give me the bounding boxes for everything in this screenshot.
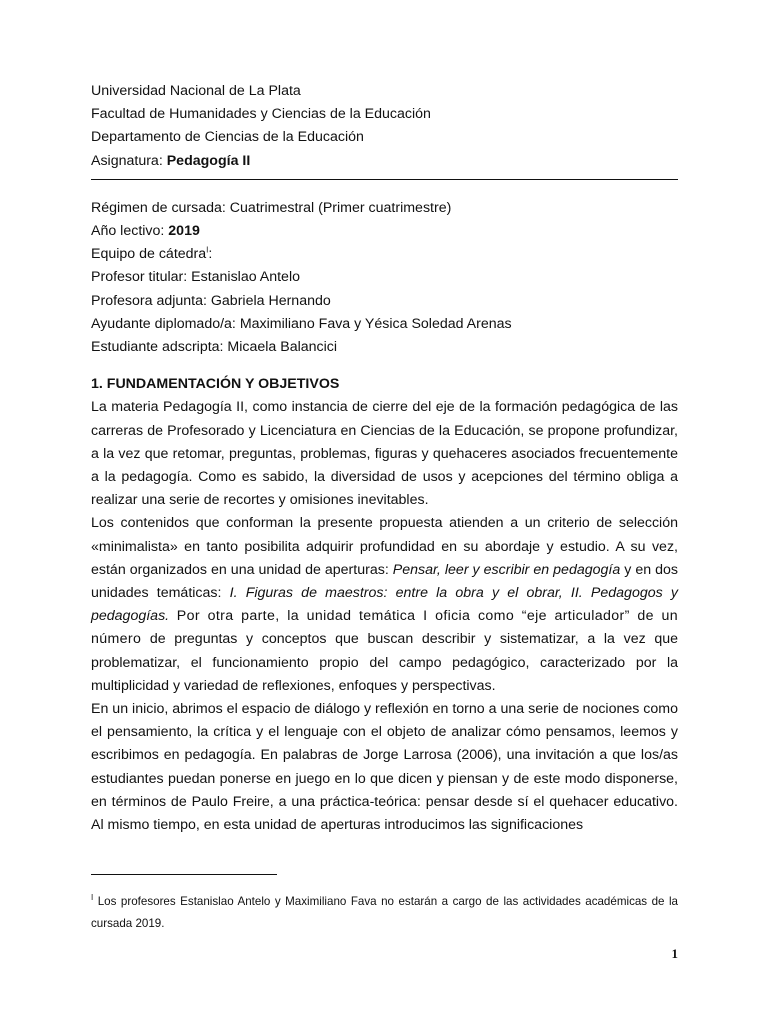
subject-line	[91, 150, 678, 173]
team-label: Equipo de cátedra	[91, 246, 207, 263]
ayudante-line: Ayudante diplomado/a: Maximiliano Fava y Yésica Soledad Arenas	[91, 315, 512, 332]
team-line	[91, 243, 678, 266]
department-name: Departamento de Ciencias de la Educación	[91, 129, 364, 146]
footnote-mark: I	[91, 893, 94, 903]
year-value: 2019	[168, 223, 200, 240]
titular-line: Profesor titular: Estanislao Antelo	[91, 269, 300, 286]
paragraph-1: La materia Pedagogía II, como instancia de cierre del eje de la formación pedagógica de las carreras de Profesorado y Licenciatura en Ciencias de la Educación, se propone profundizar, a la vez que retomar, preguntas, problemas, figuras y quehaceres asociados frecuentemente a la pedagogía. Como es sabido, la diversidad de usos y acepciones del término obliga a realizar una serie de recortes y omisiones inevitables.	[91, 399, 678, 509]
paragraph-3: En un inicio, abrimos el espacio de diálogo y reflexión en torno a una serie de nociones como el pensamiento, la crítica y el lenguaje con el objeto de analizar cómo pensamos, leemos y escribimos en pedagogía. En palabras de Jorge Larrosa (2006), una invitación a que los/as estudiantes puedan ponerse en juego en lo que dicen y piensan y de este modo disponerse, en términos de Paulo Freire, a una práctica-teórica: pensar desde sí el quehacer educativo. Al mismo tiempo, en esta unidad de aperturas introducimos las significaciones	[91, 701, 678, 834]
paragraph-2-part-c: Por otra parte, la unidad temática I oficia como “eje articulador” de un número	[91, 608, 678, 648]
footnote	[91, 891, 678, 935]
adjunta-line: Profesora adjunta: Gabriela Hernando	[91, 292, 331, 309]
paragraph-2	[91, 512, 678, 698]
subject-value: Pedagogía II	[166, 152, 251, 169]
footnote-text: Los profesores Estanislao Antelo y Maximiliano Fava no estarán a cargo de las actividades académicas de la cursada 2019.	[91, 895, 678, 930]
team-colon: :	[208, 246, 213, 263]
thematic-units-title: I. Figuras de maestros: entre la obra y el obrar, II. Pedagogos y pedagogías.	[91, 585, 678, 625]
university-name: Universidad Nacional de La Plata	[91, 83, 301, 99]
regime-line: Régimen de cursada: Cuatrimestral (Primer cuatrimestre)	[91, 199, 452, 216]
paragraph-2-part-d: de preguntas y conceptos que buscan describir y sistematizar, a la vez que problematizar, el funcionamiento propio del campo pedagógico, caracterizado por la multiplicidad y variedad de reflexiones, enfoques y perspectivas.	[91, 631, 678, 694]
adscripta-line: Estudiante adscripta: Micaela Balancici	[91, 339, 338, 356]
page-number: 1	[671, 946, 678, 961]
subject-label: Asignatura:	[91, 152, 167, 169]
unit-aperturas-title: Pensar, leer y escribir en pedagogía	[392, 561, 621, 578]
paragraph-2-part-b: y en dos unidades temáticas:	[91, 561, 679, 602]
footnote-divider	[91, 874, 277, 875]
section-heading: 1. FUNDAMENTACIÓN Y OBJETIVOS	[91, 376, 340, 393]
faculty-name: Facultad de Humanidades y Ciencias de la Educación	[91, 106, 431, 123]
footnote-reference[interactable]: I	[206, 245, 209, 255]
year-line	[91, 220, 678, 243]
document-page	[91, 80, 678, 837]
paragraph-2-part-a: Los contenidos que conforman la presente propuesta atienden a un criterio de selección «minimalista» en tanto posibilita adquirir profundidad en su abordaje y estudio. A su vez, están organizados en una unidad de aperturas:	[91, 515, 678, 578]
year-label: Año lectivo:	[91, 223, 169, 240]
